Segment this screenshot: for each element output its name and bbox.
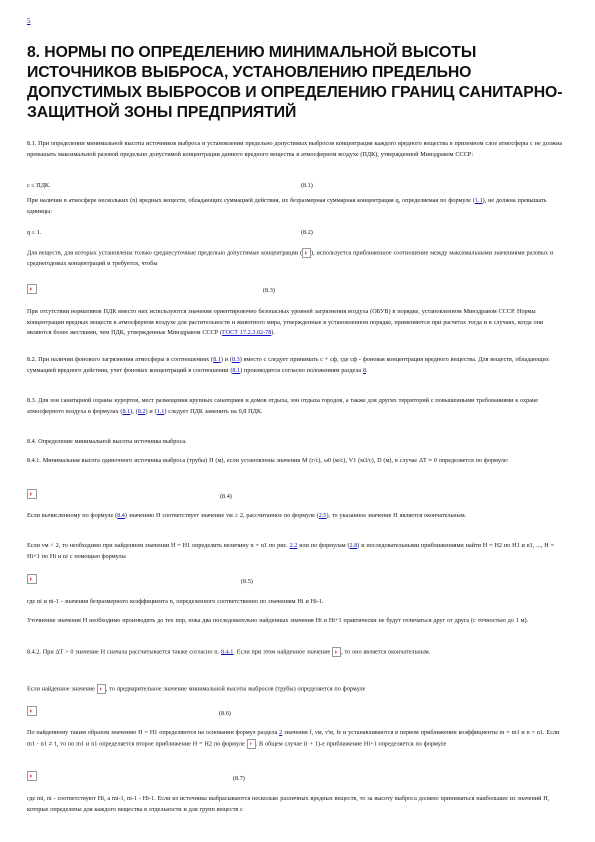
paragraph-8-4-1: 8.4.1. Минимальная высота одиночного источника выброса (трубы) H (м), если установлены значения M (г/с), ω0 (м/с), V1 (м3/с), D (м), в случае ΔT ≈ 0 определяется по формуле: (27, 457, 509, 464)
paragraph-obuv: При отсутствии нормативов ПДК вместо них используются значения ориентировочно безопасных уровней загрязнения воздуха (ОБУВ) в порядке, установленном Минздравом СССР. Нормы концентрации вредных веществ в атмосферном воздухе для растительности и животного мира, утвержденные в установленном порядке, применяются при расчетах тогда и в случаях, когда они являются более жесткими, чем ПДК, утвержденные Минздравом СССР (ГОСТ 17.2.3.02-78). (27, 308, 544, 337)
nav-back (27, 17, 31, 25)
formula-number: (8.7) (233, 775, 245, 782)
ref-link[interactable]: 8.3 (231, 356, 240, 363)
nav-link[interactable]: 5 (27, 17, 31, 25)
paragraph-8-3: 8.3. Для зон санитарной охраны курортов, мест размещения крупных санаториев и домов отдыха, зон отдыха городов, а также для других территорий с повышенными требованиями к охране атмосферного воздуха в формулах (8.1), (8.2) и (1.1) следует ПДК заменить на 0,8 ПДК. (27, 397, 539, 415)
formula-image-icon (27, 574, 37, 584)
ref-link[interactable]: 2.8 (349, 542, 358, 549)
ref-link[interactable]: 8 (362, 366, 367, 374)
figure-link[interactable]: 2.2 (289, 542, 298, 549)
formula-image-icon (27, 489, 37, 499)
formula-number: (8.5) (241, 578, 253, 585)
paragraph-daily-pdk: Для веществ, для которых установлены только среднесуточные предельно допустимые концентрации ( ), используется приближенное соотношение между максимальными значениями разовых и среднегодовых концентраций и требуется, чтобы (27, 249, 554, 268)
formula-8-2: q ≤ 1. (27, 229, 42, 236)
ref-link[interactable]: 2.5 (318, 512, 327, 519)
formula-image-icon (27, 284, 37, 294)
formula-image-icon (247, 739, 256, 749)
ref-link[interactable]: 8.4 (117, 512, 125, 519)
formula-number: (8.2) (301, 229, 313, 236)
formula-8-1: c ≤ ПДК. (27, 182, 51, 189)
ref-link[interactable]: 1.1 (156, 407, 165, 415)
formula-image-icon (27, 771, 37, 781)
formula-number: (8.3) (263, 287, 275, 294)
paragraph-ni: где ni и ni-1 - значения безразмерного коэффициента n, определенного соответственно по значениям Hi и Hi-1. (27, 598, 324, 605)
paragraph-summation: При наличии в атмосфере нескольких (n) вредных веществ, обладающих суммацией действия, их безразмерная суммарная концентрация q, определяемая по формуле (1.1), не должна превышать единицы: (27, 197, 547, 215)
ref-link[interactable]: 8.1 (232, 366, 241, 374)
ref-link[interactable]: 8.2 (137, 407, 146, 415)
ref-link[interactable]: 1.1 (474, 197, 483, 204)
ref-link[interactable]: 8.1 (122, 407, 131, 415)
gost-link[interactable]: ГОСТ 17.2.3.02-78 (222, 329, 272, 337)
paragraph-precision: Уточнение значения H необходимо производить до тех пор, пока два последовательно найденных значения Hi и Hi+1 практически не будут отличаться друг от друга (с точностью до 1 м). (27, 617, 529, 624)
paragraph-approximation: По найденному таким образом значению H = H1 определяются на основании формул раздела 2 значения f, νм, ν'м, fе и устанавливаются в первом приближении коэффициенты m = m1 и n = n1. Если m1 · n1 ≠ 1, то по m1 и n1 определяется второе приближение H = H2 по формуле . В общем случае (i + 1)-е приближение Hi+1 определяется по формуле (27, 729, 560, 748)
section-title: 8. НОРМЫ ПО ОПРЕДЕЛЕНИЮ МИНИМАЛЬНОЙ ВЫСОТЫ ИСТОЧНИКОВ ВЫБРОСА, УСТАНОВЛЕНИЮ ПРЕДЕЛЬНО ДОПУСТИМЫХ ВЫБРОСОВ И ОПРЕДЕЛЕНИЮ ГРАНИЦ САНИТАРНО-ЗАЩИТНОЙ ЗОНЫ ПРЕДПРИЯТИЙ (27, 44, 563, 121)
formula-number: (8.6) (219, 710, 231, 717)
formula-number: (8.4) (220, 493, 232, 500)
paragraph-8-2: 8.2. При наличии фонового загрязнения атмосферы в соотношениях (8.1) и (8.3) вместо с следует принимать c + cф, где cф - фоновая концентрация вредного вещества. Для веществ, обладающих суммацией вредного действия, учет фоновых концентраций в соотношении (8.1) производится согласно положениям раздела 8. (27, 356, 549, 374)
paragraph-8-4: 8.4. Определение минимальной высоты источника выброса. (27, 438, 187, 445)
formula-image-icon (332, 647, 341, 657)
paragraph-multiple-substances: где mi, ni - соответствуют Hi, а mi-1, ni-1 - Hi-1. Если из источника выбрасываются несколько различных вредных веществ, то за высоту выброса должно приниматься наибольшее из значений H, которые определены для каждого вещества в отдельности и для групп веществ с (27, 795, 550, 813)
paragraph-8-1: 8.1. При определении минимальной высоты источников выброса и установлении предельно допустимых выбросов концентрация каждого вредного вещества в приземном слое атмосферы с не должна превышать максимальной разовой предельно допустимой концентрации данного вредного вещества в атмосферном воздухе (ПДК), утвержденной Минздравом СССР: (27, 140, 563, 158)
paragraph-preliminary: Если найденное значение , то предварительное значение минимальной высоты выбросов (трубы) определяется по формуле (27, 685, 366, 693)
formula-image-icon (97, 684, 106, 694)
formula-image-icon (302, 248, 311, 258)
ref-link[interactable]: 8.1 (213, 356, 221, 363)
ref-link[interactable]: 8.4.1 (221, 648, 234, 656)
paragraph-vm-check: Если вычисленному по формуле (8.4) значению H соответствует значение νм ≥ 2, рассчитанное по формуле (2.5), то указанное значение H является окончательным. (27, 512, 467, 519)
formula-number: (8.1) (301, 182, 313, 189)
paragraph-8-4-2: 8.4.2. При ΔT > 0 значение H сначала рассчитывается также согласно п. 8.4.1. Если при этом найденное значение , то оно является окончательным. (27, 648, 431, 656)
paragraph-iteration: Если νм < 2, то необходимо при найденном значении H = H1 определить величину n = n1 по рис. 2.2 или по формулам (2.8) и последовательными приближениями найти H = H2 по H1 и n1, ..., H = Hi+1 по Hi и ni с помощью формулы (27, 542, 555, 560)
formula-image-icon (27, 706, 37, 716)
ref-link[interactable]: 2 (279, 729, 283, 736)
